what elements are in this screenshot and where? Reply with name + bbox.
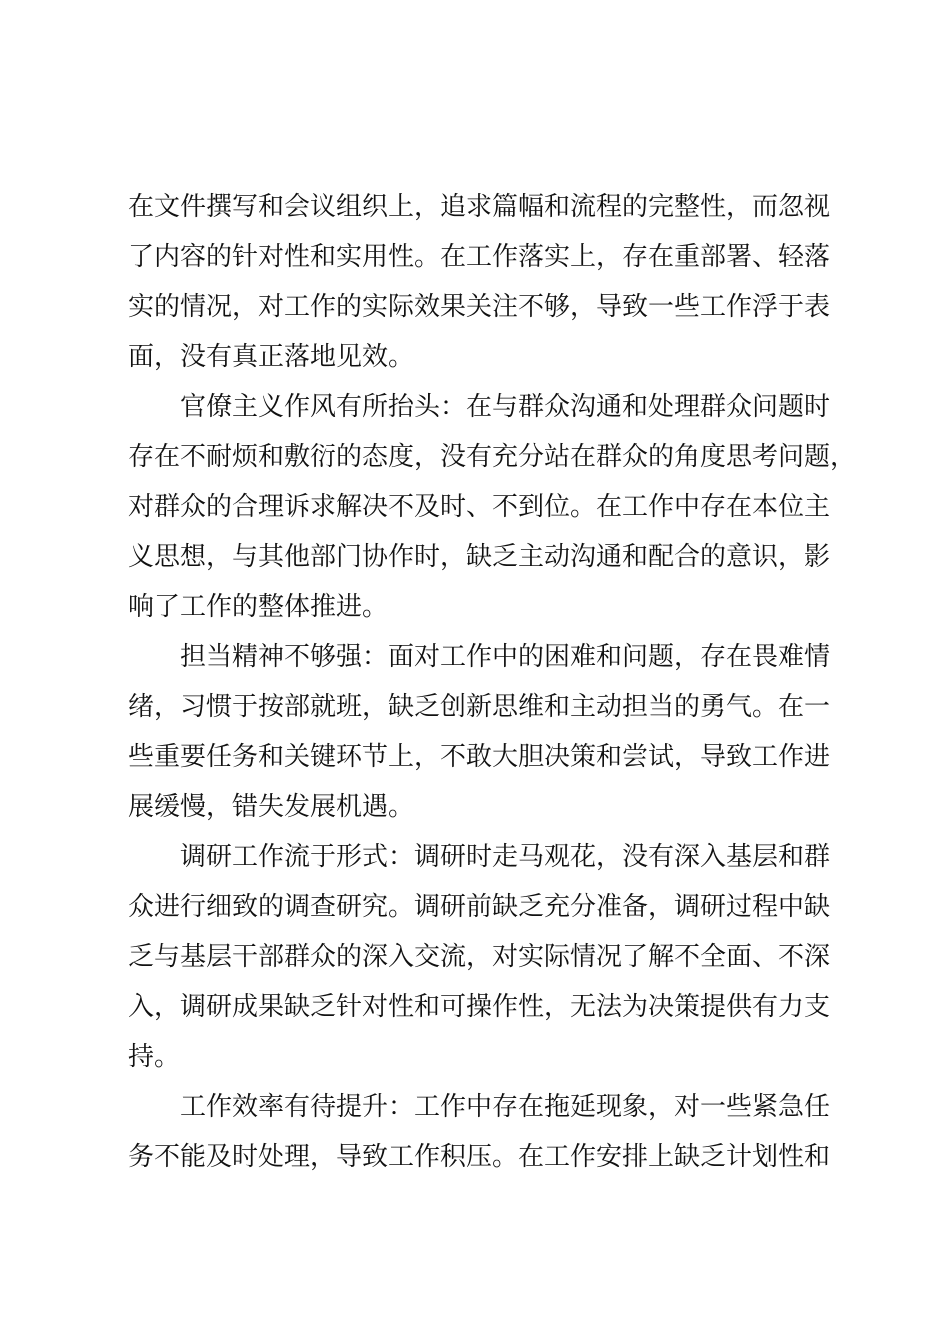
paragraph-heading-line: 担当精神不够强：面对工作中的困难和问题，存在畏难情 xyxy=(180,642,831,672)
text-line: 存在不耐烦和敷衍的态度，没有充分站在群众的角度思考问题， xyxy=(128,442,857,472)
document-body xyxy=(128,182,857,1182)
text-line: 面，没有真正落地见效。 xyxy=(128,342,415,372)
text-line: 了内容的针对性和实用性。在工作落实上，存在重部署、轻落 xyxy=(128,242,831,272)
text-line: 众进行细致的调查研究。调研前缺乏充分准备，调研过程中缺 xyxy=(128,892,831,922)
text-line: 些重要任务和关键环节上，不敢大胆决策和尝试，导致工作进 xyxy=(128,742,831,772)
paragraph-heading-line: 官僚主义作风有所抬头：在与群众沟通和处理群众问题时 xyxy=(180,392,831,422)
text-line: 展缓慢，错失发展机遇。 xyxy=(128,792,415,822)
text-line: 义思想，与其他部门协作时，缺乏主动沟通和配合的意识，影 xyxy=(128,542,831,572)
paragraph-heading-line: 工作效率有待提升：工作中存在拖延现象，对一些紧急任 xyxy=(180,1092,831,1122)
text-line: 在文件撰写和会议组织上，追求篇幅和流程的完整性，而忽视 xyxy=(128,192,831,222)
paragraph-heading-line: 调研工作流于形式：调研时走马观花，没有深入基层和群 xyxy=(180,842,831,872)
text-line: 响了工作的整体推进。 xyxy=(128,592,389,622)
text-line: 务不能及时处理，导致工作积压。在工作安排上缺乏计划性和 xyxy=(128,1142,831,1172)
text-line: 绪，习惯于按部就班，缺乏创新思维和主动担当的勇气。在一 xyxy=(128,692,831,722)
text-line: 乏与基层干部群众的深入交流，对实际情况了解不全面、不深 xyxy=(128,942,831,972)
text-line: 对群众的合理诉求解决不及时、不到位。在工作中存在本位主 xyxy=(128,492,831,522)
text-line: 入，调研成果缺乏针对性和可操作性，无法为决策提供有力支 xyxy=(128,992,831,1022)
text-line: 实的情况，对工作的实际效果关注不够，导致一些工作浮于表 xyxy=(128,292,831,322)
text-line: 持。 xyxy=(128,1042,181,1072)
